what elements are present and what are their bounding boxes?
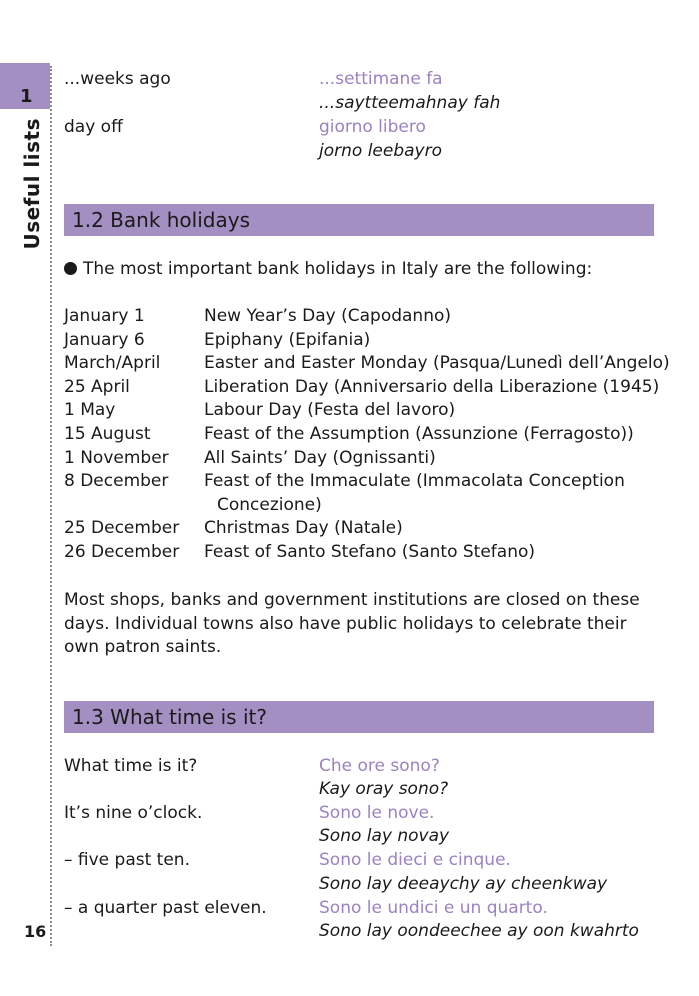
page-number: 16	[24, 922, 47, 941]
holiday-date: 25 December	[64, 518, 180, 538]
holiday-name: Epiphany (Epifania)	[204, 330, 371, 350]
bullet-icon	[64, 262, 77, 275]
holiday-name: Feast of Santo Stefano (Santo Stefano)	[204, 542, 536, 562]
holiday-date: 1 November	[64, 448, 169, 468]
phrase-english: – a quarter past eleven.	[64, 898, 267, 918]
bank-holidays-paragraph: Most shops, banks and government institutions are closed on these days. Individual towns also have public holidays to celebrate their own patron saints.	[64, 590, 640, 657]
section-header-bank-holidays	[64, 204, 654, 236]
vocab-english: day off	[64, 117, 123, 137]
section-header-what-time	[64, 701, 654, 733]
holiday-name-continued: Concezione)	[217, 495, 322, 515]
holiday-date: 8 December	[64, 471, 169, 491]
phrase-english: – five past ten.	[64, 850, 190, 870]
holiday-name: Feast of the Immaculate (Immacolata Conception	[204, 471, 625, 491]
holiday-date: 1 May	[64, 400, 116, 420]
vocab-pronunciation: ...saytteemahnay fah	[319, 93, 501, 113]
phrase-italian: Sono le undici e un quarto.	[319, 898, 548, 918]
vocab-english: ...weeks ago	[64, 69, 171, 89]
vocab-italian: ...settimane fa	[319, 69, 443, 89]
holiday-date: 26 December	[64, 542, 180, 562]
chapter-number: 1	[20, 86, 33, 107]
holiday-name: Labour Day (Festa del lavoro)	[204, 400, 456, 420]
holiday-name: Christmas Day (Natale)	[204, 518, 403, 538]
holiday-name: Feast of the Assumption (Assunzione (Ferragosto))	[204, 424, 634, 444]
dotted-margin-line	[50, 66, 52, 946]
phrase-italian: Sono le dieci e cinque.	[319, 850, 511, 870]
phrase-pronunciation: Sono lay oondeechee ay oon kwahrto	[319, 921, 639, 941]
holiday-name: All Saints’ Day (Ognissanti)	[204, 448, 436, 468]
holiday-date: January 1	[64, 306, 145, 326]
vocab-pronunciation: jorno leebayro	[319, 141, 442, 161]
phrase-italian: Che ore sono?	[319, 756, 440, 776]
vocab-italian: giorno libero	[319, 117, 426, 137]
phrase-pronunciation: Kay oray sono?	[319, 779, 449, 799]
holiday-name: New Year’s Day (Capodanno)	[204, 306, 452, 326]
holiday-name: Liberation Day (Anniversario della Liberazione (1945)	[204, 377, 660, 397]
holiday-date: March/April	[64, 353, 161, 373]
chapter-title: Useful lists	[20, 118, 44, 250]
intro-text: The most important bank holidays in Italy are the following:	[83, 259, 593, 279]
phrase-pronunciation: Sono lay deeaychy ay cheenkway	[319, 874, 608, 894]
holiday-date: January 6	[64, 330, 145, 350]
holiday-date: 15 August	[64, 424, 151, 444]
section-title: 1.3 What time is it?	[72, 705, 267, 729]
phrase-pronunciation: Sono lay novay	[319, 826, 450, 846]
phrase-english: What time is it?	[64, 756, 198, 776]
section-title: 1.2 Bank holidays	[72, 208, 250, 232]
holiday-name: Easter and Easter Monday (Pasqua/Lunedì dell’Angelo)	[204, 353, 670, 373]
phrase-italian: Sono le nove.	[319, 803, 435, 823]
phrase-english: It’s nine o’clock.	[64, 803, 203, 823]
holiday-date: 25 April	[64, 377, 130, 397]
bank-holidays-intro	[64, 259, 592, 279]
